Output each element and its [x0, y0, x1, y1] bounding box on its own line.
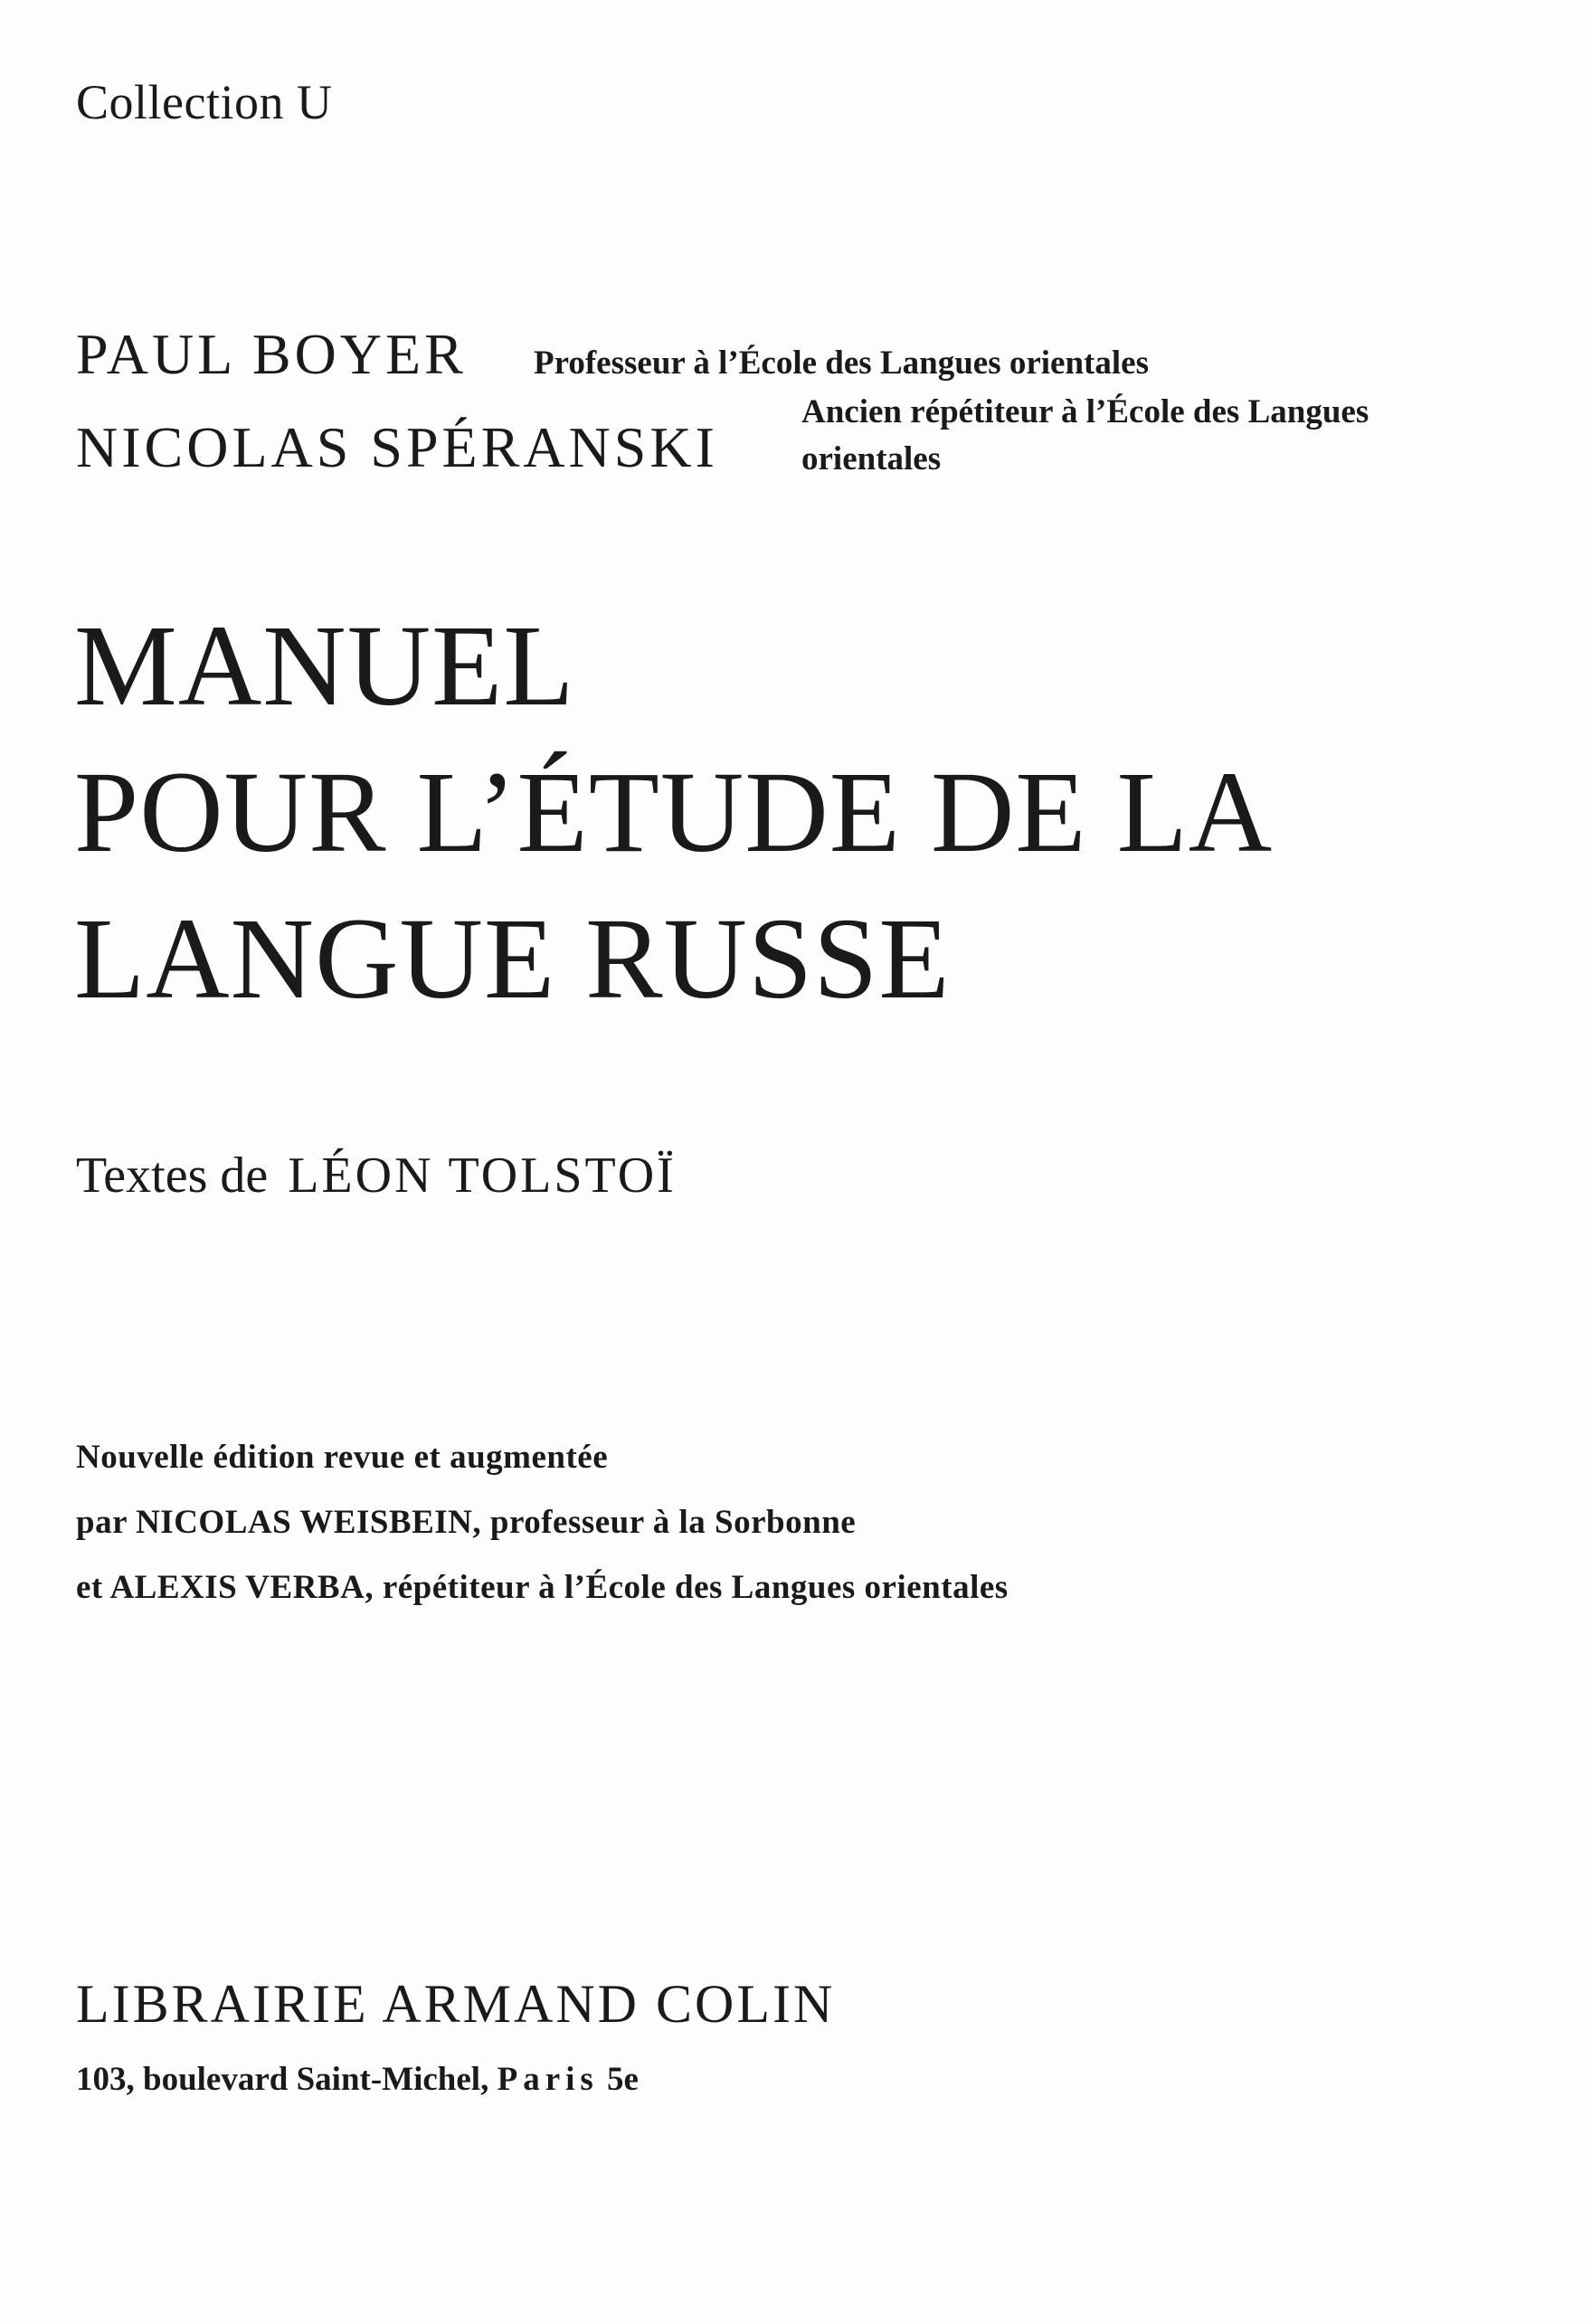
address-city: Paris — [497, 2061, 599, 2098]
texts-author: LÉON TOLSTOÏ — [288, 1148, 677, 1204]
texts-prefix: Textes de — [76, 1148, 269, 1204]
book-title-line-1: MANUEL — [74, 601, 575, 730]
edition-line-3: et ALEXIS VERBA, répétiteur à l’École des Langues orientales — [76, 1569, 1009, 1606]
publisher-name: LIBRAIRIE ARMAND COLIN — [76, 1974, 836, 2034]
publisher-address — [76, 2060, 639, 2099]
edition-line-1: Nouvelle édition revue et augmentée — [76, 1439, 609, 1476]
author-name-boyer: PAUL BOYER — [76, 322, 467, 386]
author-title-speranski-line-1: Ancien répétiteur à l’École des Langues — [801, 393, 1369, 430]
edition-line-2: par NICOLAS WEISBEIN, professeur à la Sorbonne — [76, 1504, 857, 1541]
address-district: 5e — [607, 2061, 639, 2098]
book-title-line-3: LANGUE RUSSE — [74, 894, 951, 1023]
series-name: Collection U — [76, 75, 333, 129]
texts-attribution — [76, 1147, 677, 1205]
author-name-speranski: NICOLAS SPÉRANSKI — [76, 415, 718, 479]
author-title-boyer: Professeur à l’École des Langues orientales — [534, 345, 1149, 382]
book-title-line-2: POUR L’ÉTUDE DE LA — [74, 748, 1274, 876]
author-title-speranski-line-2: orientales — [801, 440, 942, 477]
address-street: 103, boulevard Saint-Michel, — [76, 2061, 489, 2098]
